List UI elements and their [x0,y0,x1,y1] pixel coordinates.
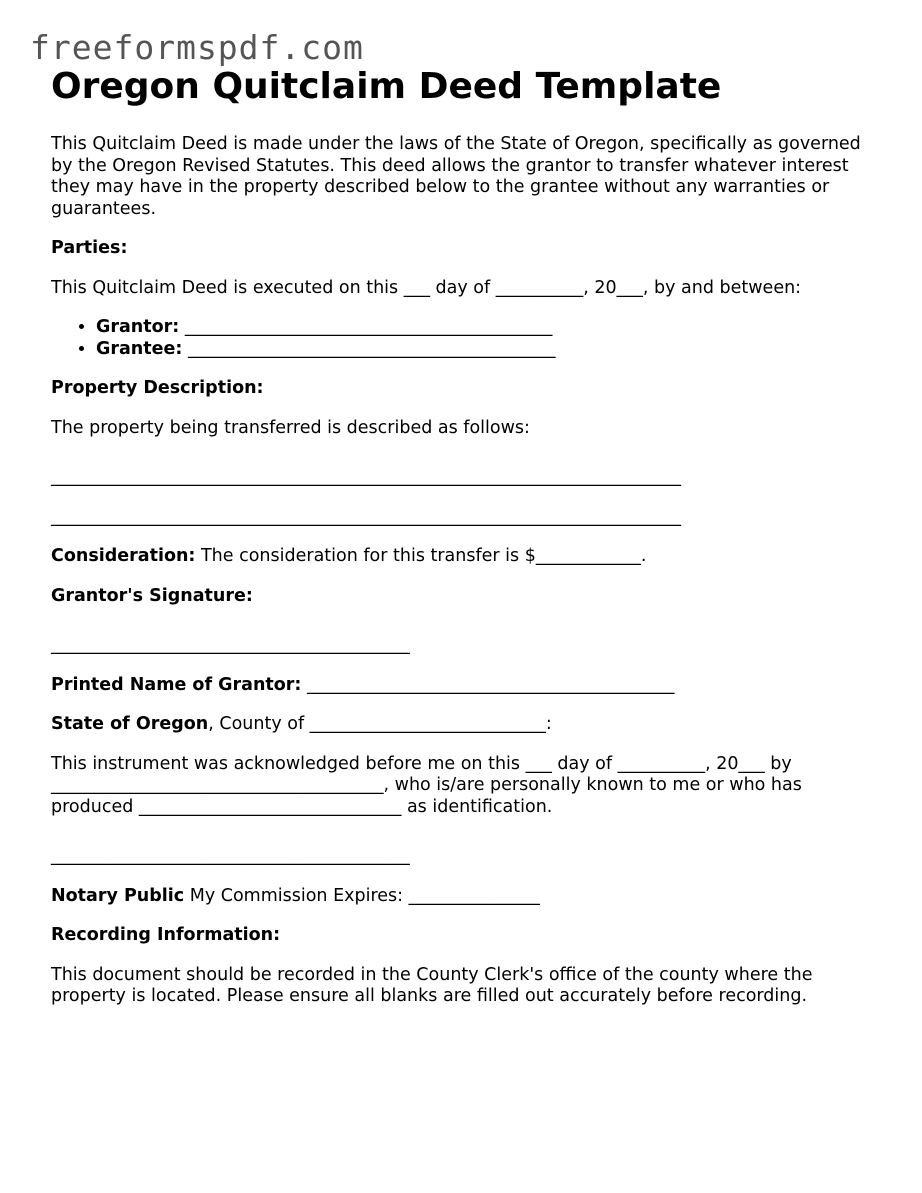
county-blank: , County of ___________________________: [208,714,552,734]
watermark-logo: freeformspdf.com [30,28,364,67]
state-label: State of Oregon [51,714,209,734]
grantee-blank: __________________________________________ [182,338,556,359]
signature-heading: Grantor's Signature: [51,585,253,606]
acknowledgment-line-3: produced ______________________________ as identification. [51,796,553,817]
printed-name-label: Printed Name of Grantor: [51,674,302,695]
list-item-grantor [96,317,881,339]
commission-expires: My Commission Expires: _______________ [184,885,540,906]
notary-text [51,886,881,908]
list-item-grantee [96,339,881,361]
document-page [51,64,881,1008]
acknowledgment-line-1: This instrument was acknowledged before me on this ___ day of __________, 20___ by [51,753,792,774]
property-blank-line-2: ________________________________________________________________________ [51,506,681,527]
property-text: The property being transferred is described as follows: [51,417,530,438]
printed-name-blank: __________________________________________ [301,674,675,695]
printed-name-text [51,675,881,697]
executed-date-text: This Quitclaim Deed is executed on this ___ day of __________, 20___, by and between: [51,277,802,298]
parties-heading: Parties: [51,238,128,258]
recording-text: This document should be recorded in the County Clerk's office of the county where the property is located. Please ensure all blanks are filled out accurately before recording. [51,964,813,1006]
consideration-label: Consideration: [51,546,196,566]
consideration-text [51,546,881,568]
acknowledgment-line-2: ______________________________________, who is/are personally known to me or who has [51,775,802,795]
page-title: Oregon Quitclaim Deed Template [51,66,722,107]
property-blank-line-1: ________________________________________________________________________ [51,467,681,487]
recording-heading: Recording Information: [51,925,281,945]
state-county-text [51,714,881,736]
parties-list [51,317,881,360]
intro-paragraph: This Quitclaim Deed is made under the laws of the State of Oregon, specifically as governed by the Oregon Revised Statutes. This deed allows the grantor to transfer whatever interest they may have in the property described below to the grantee without any warranties or guarantees. [51,134,861,219]
property-heading: Property Description: [51,378,264,398]
notary-label: Notary Public [51,885,185,906]
grantor-blank: __________________________________________ [179,317,553,337]
grantor-label: Grantor: [96,317,180,337]
grantee-label: Grantee: [96,338,183,359]
notary-signature-line: _________________________________________ [51,846,410,866]
consideration-value: The consideration for this transfer is $____________. [195,546,647,566]
signature-line: _________________________________________ [51,635,410,655]
